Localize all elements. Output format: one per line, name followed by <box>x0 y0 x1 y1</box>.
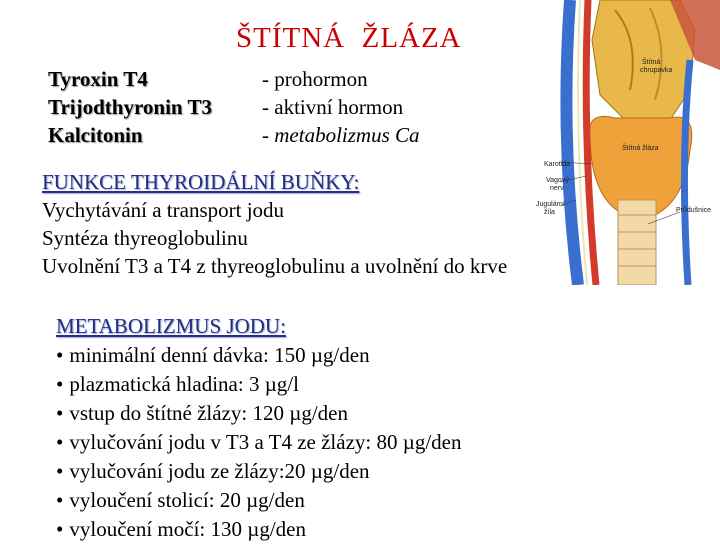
list-item-text: vylučování jodu v T3 a T4 ze žlázy: 80 µg/den <box>69 430 462 454</box>
list-item-text: vylučování jodu ze žlázy:20 µg/den <box>69 459 370 483</box>
trachea-shape <box>618 200 656 285</box>
label-zlaza: Štítná žláza <box>622 145 659 152</box>
thyroid-cell-functions <box>42 168 507 280</box>
list-item-text: vstup do štítné žlázy: 120 µg/den <box>69 401 348 425</box>
list-item: Uvolnění T3 a T4 z thyreoglobulinu a uvolnění do krve <box>42 254 508 278</box>
jugular-vein-shape <box>566 0 578 285</box>
bullet: • <box>56 459 64 483</box>
label-chrupavka-line1: Štítná <box>642 59 661 66</box>
list-item <box>56 370 462 399</box>
label-jugularni-line2: žíla <box>544 209 555 216</box>
label-vagovy-line1: Vagový <box>546 177 569 184</box>
hormone-name: Tyroxin T4 <box>48 67 148 91</box>
hormone-role-list <box>262 65 420 149</box>
hormone-name: Kalcitonin <box>48 123 143 147</box>
label-karotida: Karotida <box>544 161 571 168</box>
hormone-role: - prohormon <box>262 67 368 91</box>
hormone-role: - metabolizmus Ca <box>262 123 420 147</box>
list-item-text: vyloučení stolicí: 20 µg/den <box>69 488 305 512</box>
bullet: • <box>56 517 64 541</box>
list-item <box>56 341 462 370</box>
list-item <box>56 457 462 486</box>
bullet: • <box>56 401 64 425</box>
bullet: • <box>56 343 64 367</box>
vein-shape <box>684 60 690 285</box>
list-item <box>56 486 462 515</box>
section-heading: METABOLIZMUS JODU: <box>56 314 286 338</box>
section-heading: FUNKCE THYROIDÁLNÍ BUŇKY: <box>42 170 360 194</box>
bullet: • <box>56 430 64 454</box>
iodine-metabolism <box>56 312 462 544</box>
label-vagovy-line2: nerv <box>550 185 564 192</box>
list-item-text: plazmatická hladina: 3 µg/l <box>69 372 299 396</box>
label-jugularni-line1: Jugulární <box>536 201 565 208</box>
list-item-text: minimální denní dávka: 150 µg/den <box>69 343 370 367</box>
list-item <box>56 428 462 457</box>
hormone-list <box>48 65 212 149</box>
hormone-role: - aktivní hormon <box>262 95 404 119</box>
list-item-text: vyloučení močí: 130 µg/den <box>69 517 306 541</box>
bullet: • <box>56 372 64 396</box>
thyroid-anatomy-drawing <box>530 0 720 285</box>
list-item: Vychytávání a transport jodu <box>42 198 285 222</box>
label-chrupavka-line2: chrupavka <box>640 67 673 74</box>
page-title: ŠTÍTNÁ ŽLÁZA <box>236 22 462 54</box>
hormone-name: Trijodthyronin T3 <box>48 95 212 119</box>
thyroid-anatomy-illustration <box>530 0 720 285</box>
label-pruduchnice: Průdušnice <box>676 207 712 214</box>
list-item <box>56 399 462 428</box>
list-item: Syntéza thyreoglobulinu <box>42 226 248 250</box>
bullet: • <box>56 488 64 512</box>
